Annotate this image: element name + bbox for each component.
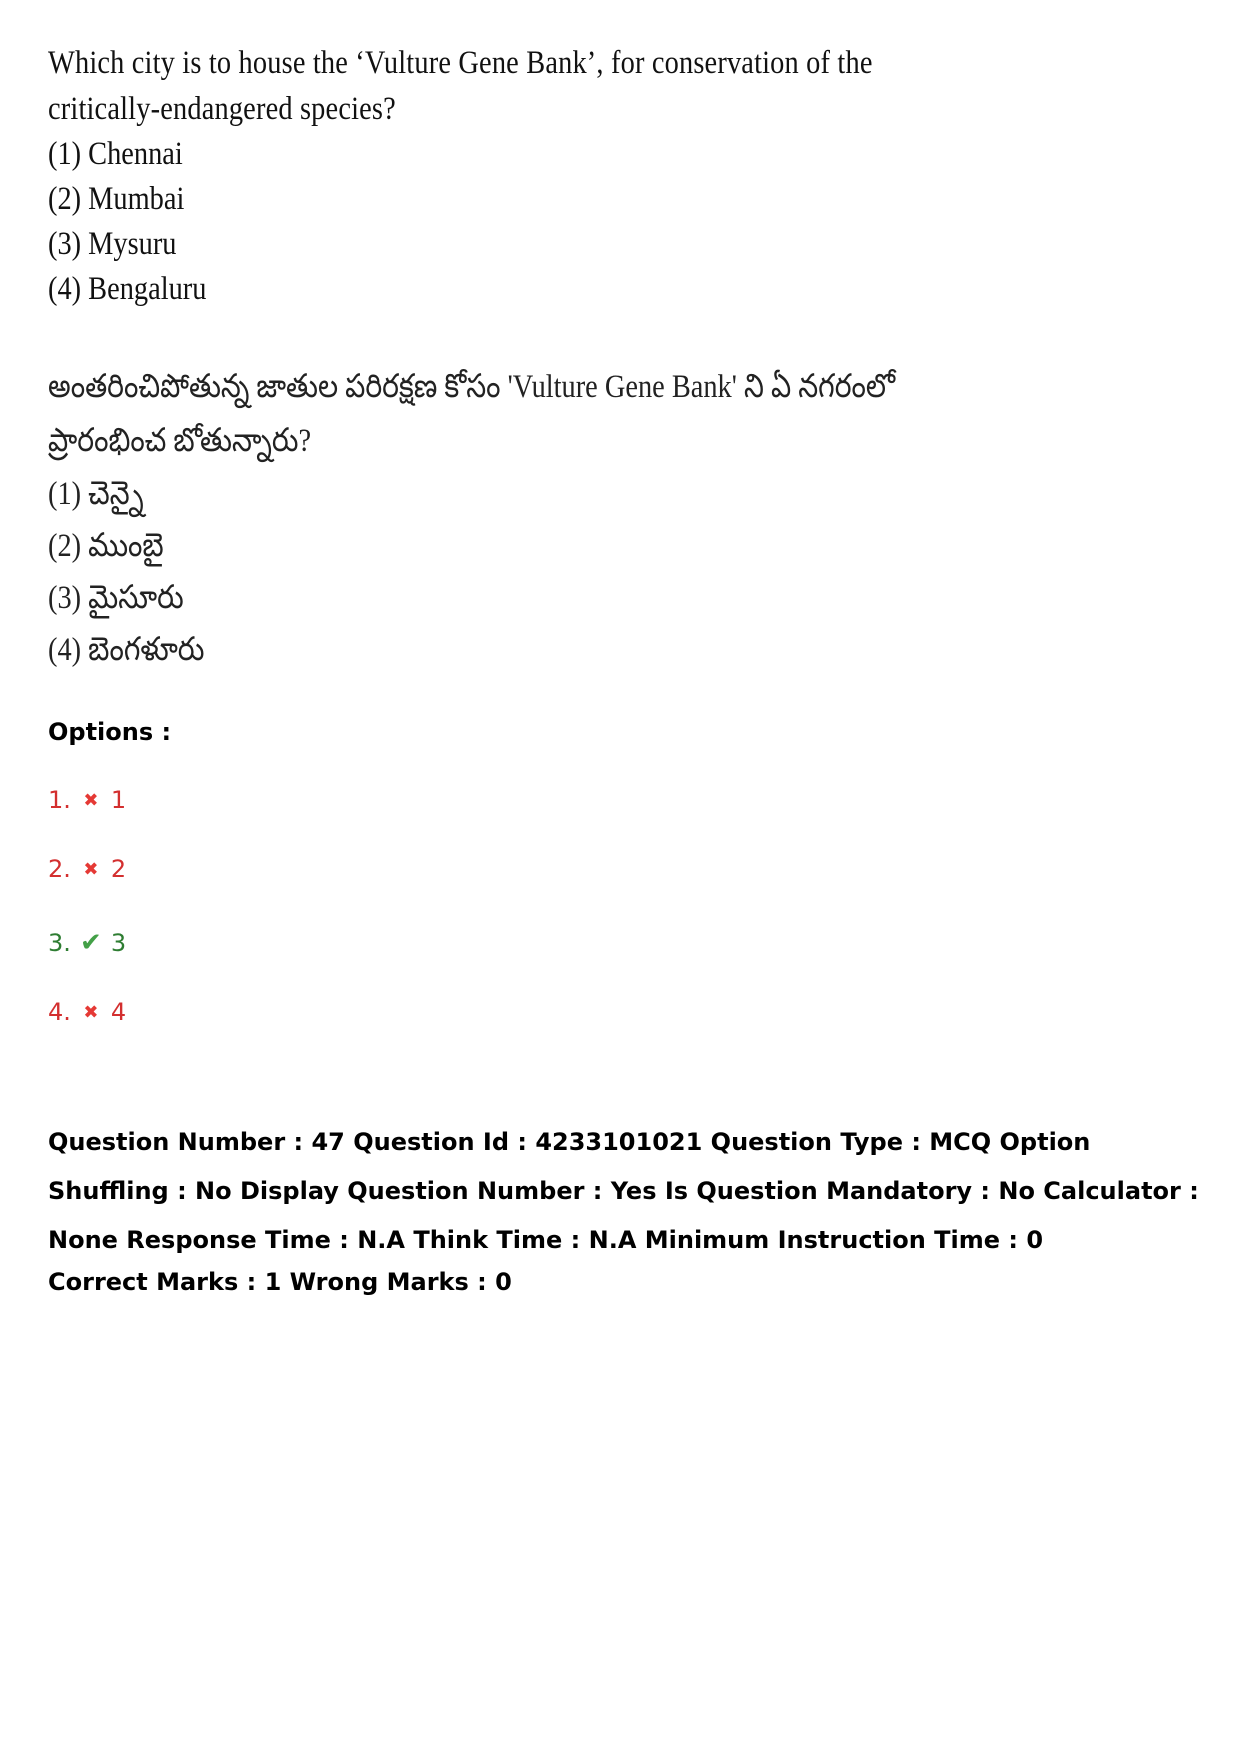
option-value: 4: [110, 998, 127, 1026]
option-number: 1.: [48, 786, 71, 814]
question-option-telugu-1: (1) చెన్నై: [48, 476, 144, 512]
question-image: [48, 40, 928, 676]
question-text-telugu: అంతరించిపోతున్న జాతుల పరిరక్షణ కోసం 'Vulture Gene Bank' ని ఏ నగరంలో ప్రారంభించ బోతున్నారు?: [48, 369, 896, 459]
question-option-english-4: (4) Bengaluru: [48, 271, 207, 307]
question-option-english-1: (1) Chennai: [48, 136, 183, 172]
question-meta: Question Number : 47 Question Id : 4233101021 Question Type : MCQ Option Shuffling : No Display Question Number : Yes Is Question Mandatory : No Calculator : None Response Time : N.A Think Time : N.A Minimum Instruction Time : 0: [48, 1128, 1199, 1254]
option-value: 2: [110, 855, 127, 883]
option-number: 3.: [48, 929, 71, 957]
question-option-telugu-4: (4) బెంగళూరు: [48, 632, 205, 668]
option-number: 4.: [48, 998, 71, 1026]
question-option-telugu-3: (3) మైసూరు: [48, 580, 184, 616]
question-english: [48, 40, 928, 312]
question-telugu: [48, 360, 928, 676]
marks-info: Correct Marks : 1 Wrong Marks : 0: [48, 1268, 512, 1296]
cross-icon: ✖: [83, 789, 99, 811]
question-option-telugu-2: (2) ముంబై: [48, 528, 164, 564]
question-option-english-2: (2) Mumbai: [48, 181, 185, 217]
check-icon: ✔: [80, 928, 102, 958]
options-heading: Options :: [48, 718, 172, 746]
question-text-english: Which city is to house the ‘Vulture Gene Bank’, for conservation of the critically-endangered species?: [48, 45, 873, 127]
cross-icon: ✖: [83, 1001, 99, 1023]
option-4: [48, 998, 126, 1026]
option-number: 2.: [48, 855, 71, 883]
option-2: [48, 855, 126, 883]
option-value: 1: [110, 786, 127, 814]
option-3: [48, 928, 126, 958]
cross-icon: ✖: [83, 858, 99, 880]
question-option-english-3: (3) Mysuru: [48, 226, 177, 262]
option-value: 3: [110, 929, 127, 957]
option-1: [48, 786, 126, 814]
